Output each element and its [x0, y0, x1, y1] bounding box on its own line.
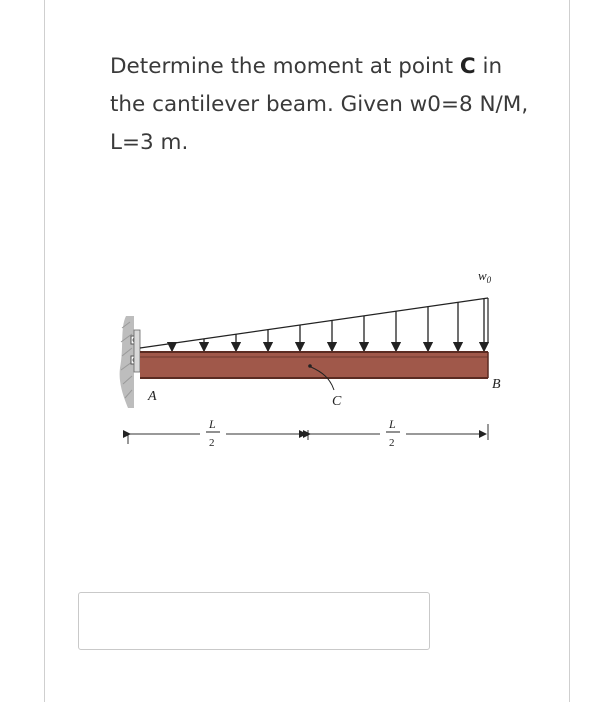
svg-text:L: L — [209, 417, 216, 431]
distributed-load-arrows — [172, 299, 484, 351]
question-point-label: C — [459, 54, 476, 79]
dimension-right-fraction — [386, 417, 400, 449]
label-c: C — [332, 394, 342, 409]
load-distribution-line — [140, 298, 488, 348]
question-text-part-2: in the cantilever beam. Given w0=8 N/M, L=3 m. — [110, 54, 529, 155]
load-label: $w_0$ — [478, 268, 492, 285]
svg-text:2: 2 — [389, 437, 395, 449]
svg-text:L: L — [389, 417, 396, 431]
label-a: A — [148, 389, 157, 404]
beam — [140, 352, 488, 378]
cantilever-beam-diagram — [118, 258, 508, 468]
dimension-line — [128, 424, 488, 444]
svg-text:2: 2 — [209, 437, 215, 449]
question-text — [110, 48, 530, 162]
label-b: B — [492, 377, 501, 392]
dimension-left-fraction — [206, 417, 220, 449]
fixed-wall-support — [120, 316, 140, 408]
answer-input[interactable] — [78, 592, 430, 650]
question-text-part-1: Determine the moment at point — [110, 54, 460, 79]
